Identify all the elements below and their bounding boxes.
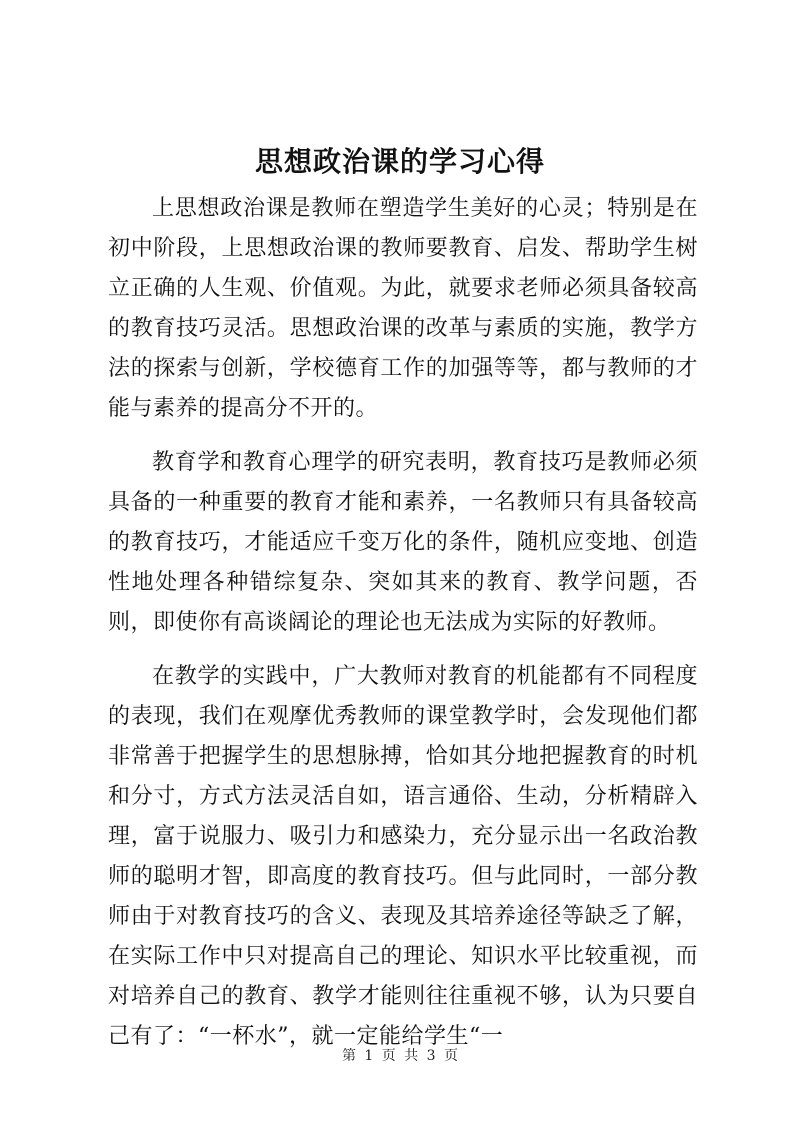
paragraph-3: 在教学的实践中，广大教师对教育的机能都有不同程度的表现，我们在观摩优秀教师的课堂教学时，会发现他们都非常善于把握学生的思想脉搏，恰如其分地把握教育的时机和分寸，方式方法灵活自如，语言通俗、生动，分析精辟入理，富于说服力、吸引力和感染力，充分显示出一名政治教师的聪明才智，即高度的教育技巧。但与此同时，一部分教师由于对教育技巧的含义、表现及其培养途径等缺乏了解，在实际工作中只对提高自己的理论、知识水平比较重视，而对培养自己的教育、教学才能则往往重视不够，认为只要自己有了：“一杯水”，就一定能给学生“一 bbox=[108, 664, 698, 1049]
paragraph-1: 上思想政治课是教师在塑造学生美好的心灵；特别是在初中阶段，上思想政治课的教师要教育、启发、帮助学生树立正确的人生观、价值观。为此，就要求老师必须具备较高的教育技巧灵活。思想政治课的改革与素质的实施，教学方法的探索与创新，学校德育工作的加强等等，都与教师的才能与素养的提高分不开的。 bbox=[108, 196, 698, 421]
document-body bbox=[108, 189, 698, 1059]
paragraph-2: 教育学和教育心理学的研究表明，教育技巧是教师必须具备的一种重要的教育才能和素养，一名教师只有具备较高的教育技巧，才能适应千变万化的条件，随机应变地、创造性地处理各种错综复杂、突如其来的教育、教学问题，否则，即使你有高谈阔论的理论也无法成为实际的好教师。 bbox=[108, 450, 698, 635]
document-title: 思想政治课的学习心得 bbox=[254, 145, 545, 178]
page-footer: 第 1 页 共 3 页 bbox=[341, 1048, 459, 1064]
